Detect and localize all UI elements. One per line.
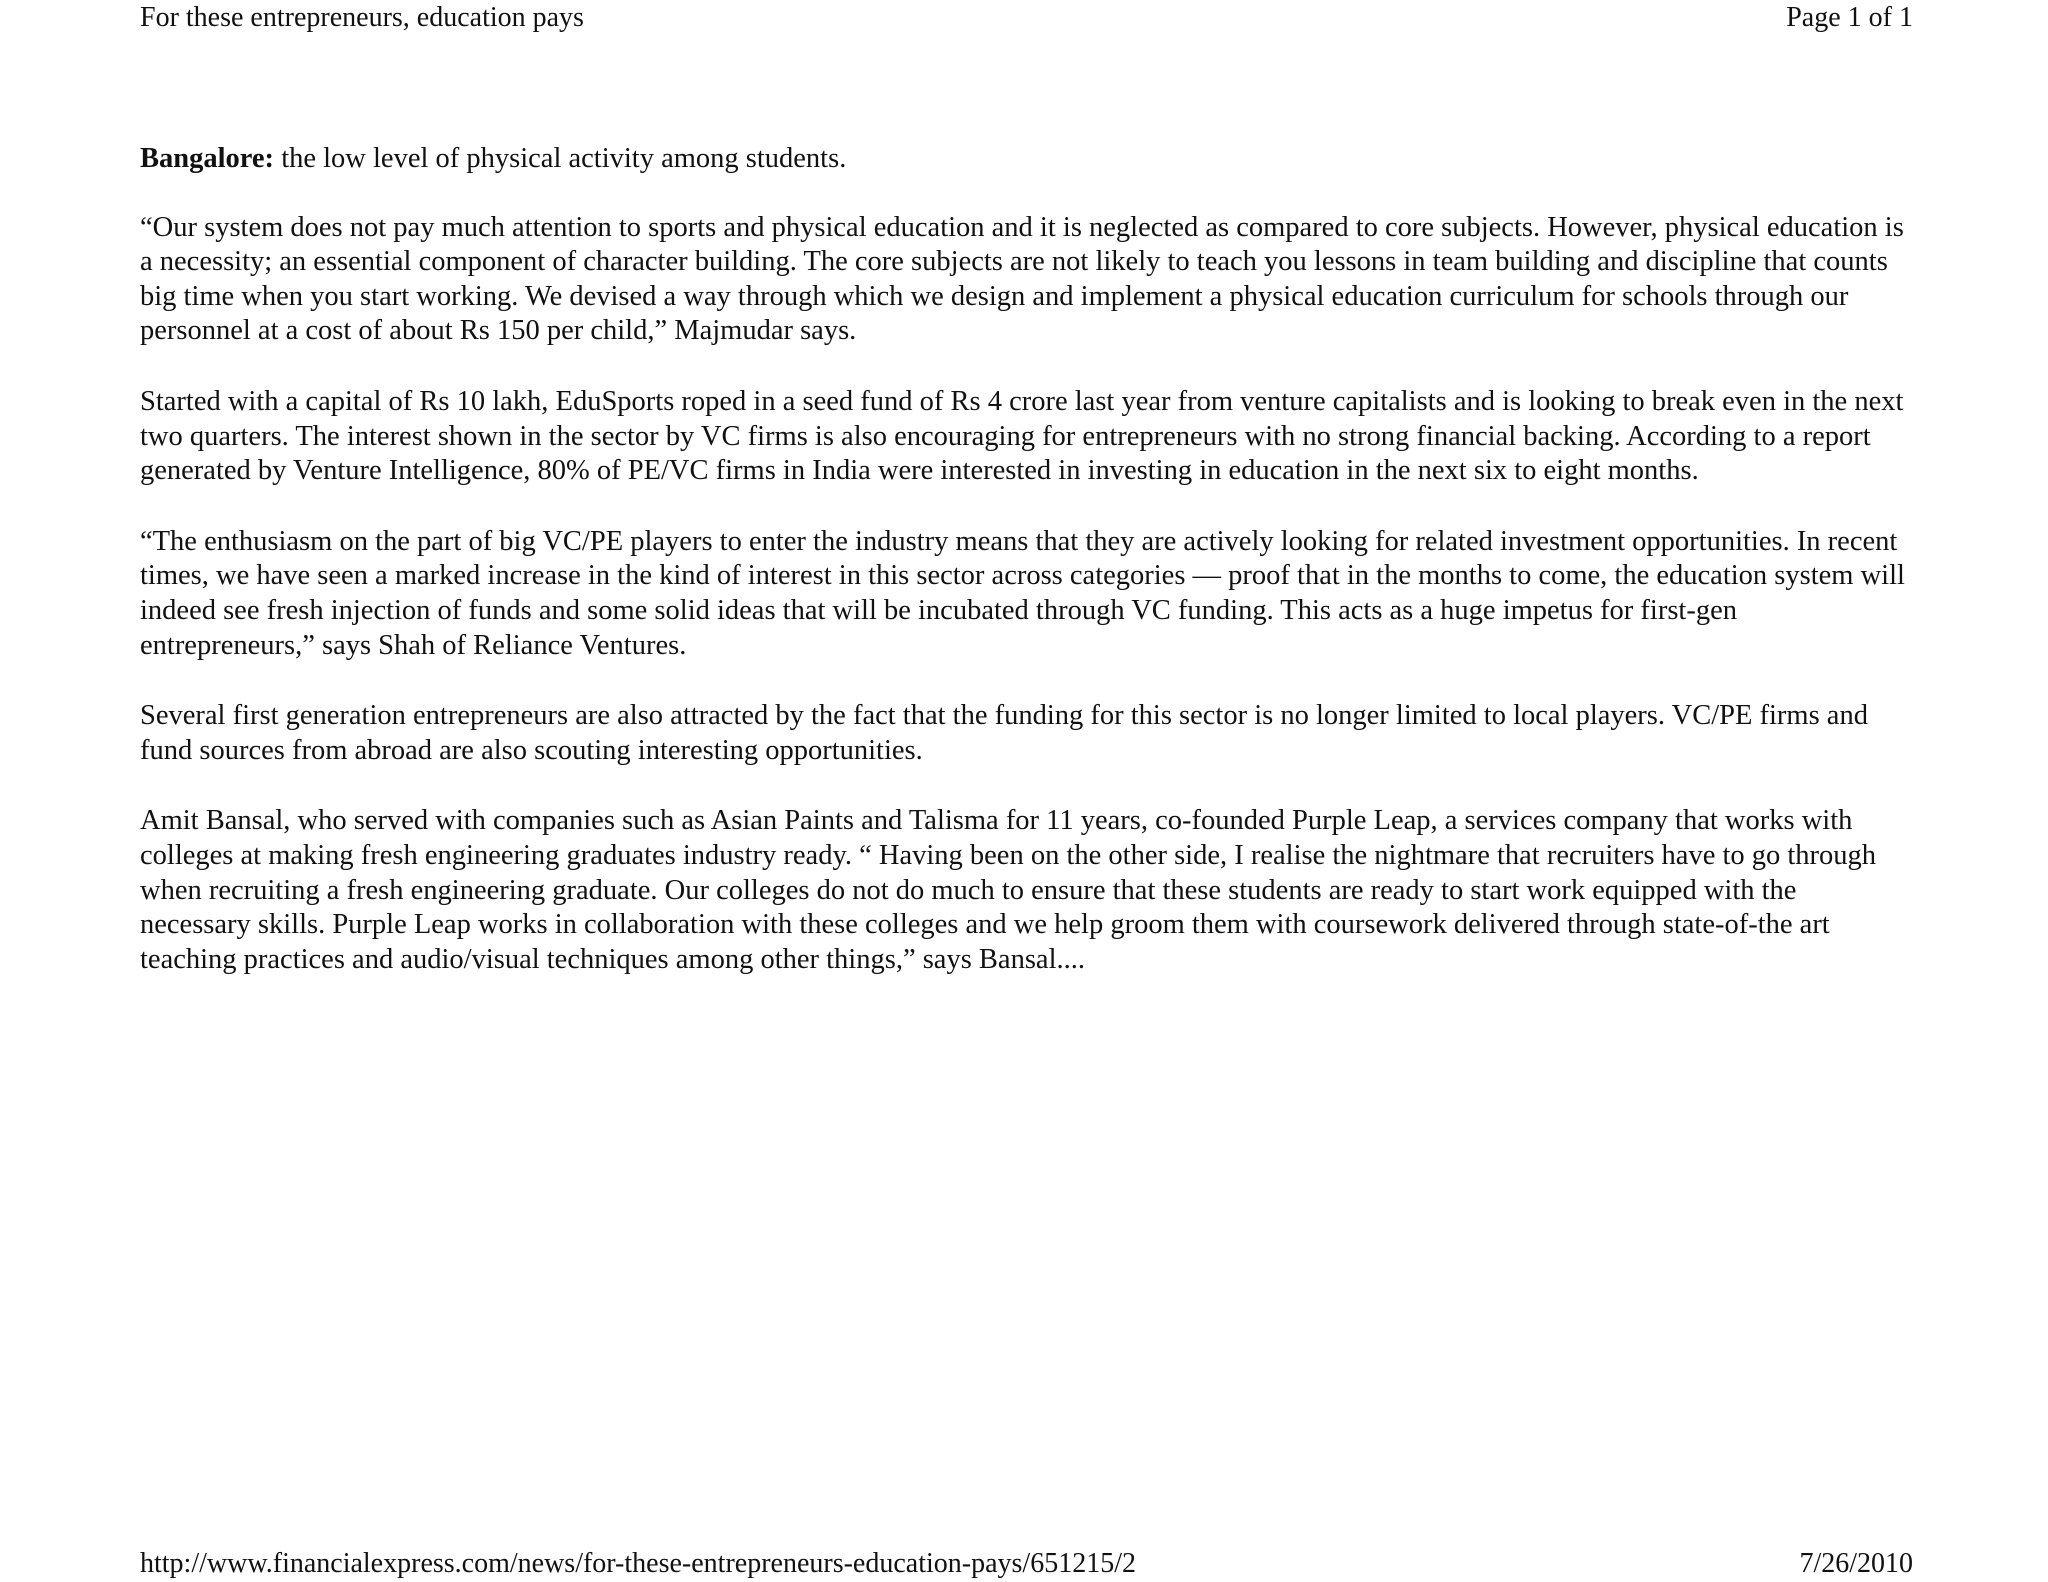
paragraph-foreign-funding: Several first generation entrepreneurs are also attracted by the fact that the funding for this sector is no longer limited to local players. VC/PE firms and fund sources from abroad are also scouting interesting opportunities. bbox=[140, 700, 1868, 766]
lead-paragraph bbox=[140, 142, 1912, 177]
lead-text: the low level of physical activity among students. bbox=[274, 143, 847, 174]
source-url: http://www.financialexpress.com/news/for-these-entrepreneurs-education-pays/651215/2 bbox=[140, 1548, 1136, 1579]
article-body bbox=[140, 142, 1912, 1013]
page-footer bbox=[140, 1546, 1913, 1582]
paragraph-vc-enthusiasm: “The enthusiasm on the part of big VC/PE players to enter the industry means that they are actively looking for related investment opportunities. In recent times, we have seen a marked increase in the kind of interest in this sector across categories — proof that in the months to come, the education system will indeed see fresh injection of funds and some solid ideas that will be incubated through VC funding. This acts as a huge impetus for first-gen entrepreneurs,” says Shah of Reliance Ventures. bbox=[140, 525, 1905, 661]
paragraph-edusports-funding: Started with a capital of Rs 10 lakh, EduSports roped in a seed fund of Rs 4 crore last year from venture capitalists and is looking to break even in the next two quarters. The interest shown in the sector by VC firms is also encouraging for entrepreneurs with no strong financial backing. According to a report generated by Venture Intelligence, 80% of PE/VC firms in India were interested in investing in education in the next six to eight months. bbox=[140, 385, 1904, 487]
paragraph-physical-education: “Our system does not pay much attention to sports and physical education and it is neglected as compared to core subjects. However, physical education is a necessity; an essential component of character building. The core subjects are not likely to teach you lessons in team building and discipline that counts big time when you start working. We devised a way through which we design and implement a physical education curriculum for schools through our personnel at a cost of about Rs 150 per child,” Majmudar says. bbox=[140, 211, 1904, 347]
page-indicator: Page 1 of 1 bbox=[1786, 2, 1913, 33]
document-title: For these entrepreneurs, education pays bbox=[140, 2, 584, 33]
dateline: Bangalore: bbox=[140, 143, 275, 174]
print-date: 7/26/2010 bbox=[1799, 1548, 1913, 1579]
paragraph-purple-leap: Amit Bansal, who served with companies such as Asian Paints and Talisma for 11 years, co-founded Purple Leap, a services company that works with colleges at making fresh engineering graduates industry ready. “ Having been on the other side, I realise the nightmare that recruiters have to go through when recruiting a fresh engineering graduate. Our colleges do not do much to ensure that these students are ready to start work equipped with the necessary skills. Purple Leap works in collaboration with these colleges and we help groom them with coursework delivered through state-of-the art teaching practices and audio/visual techniques among other things,” says Bansal.... bbox=[140, 805, 1877, 975]
page-header bbox=[140, 0, 1913, 40]
